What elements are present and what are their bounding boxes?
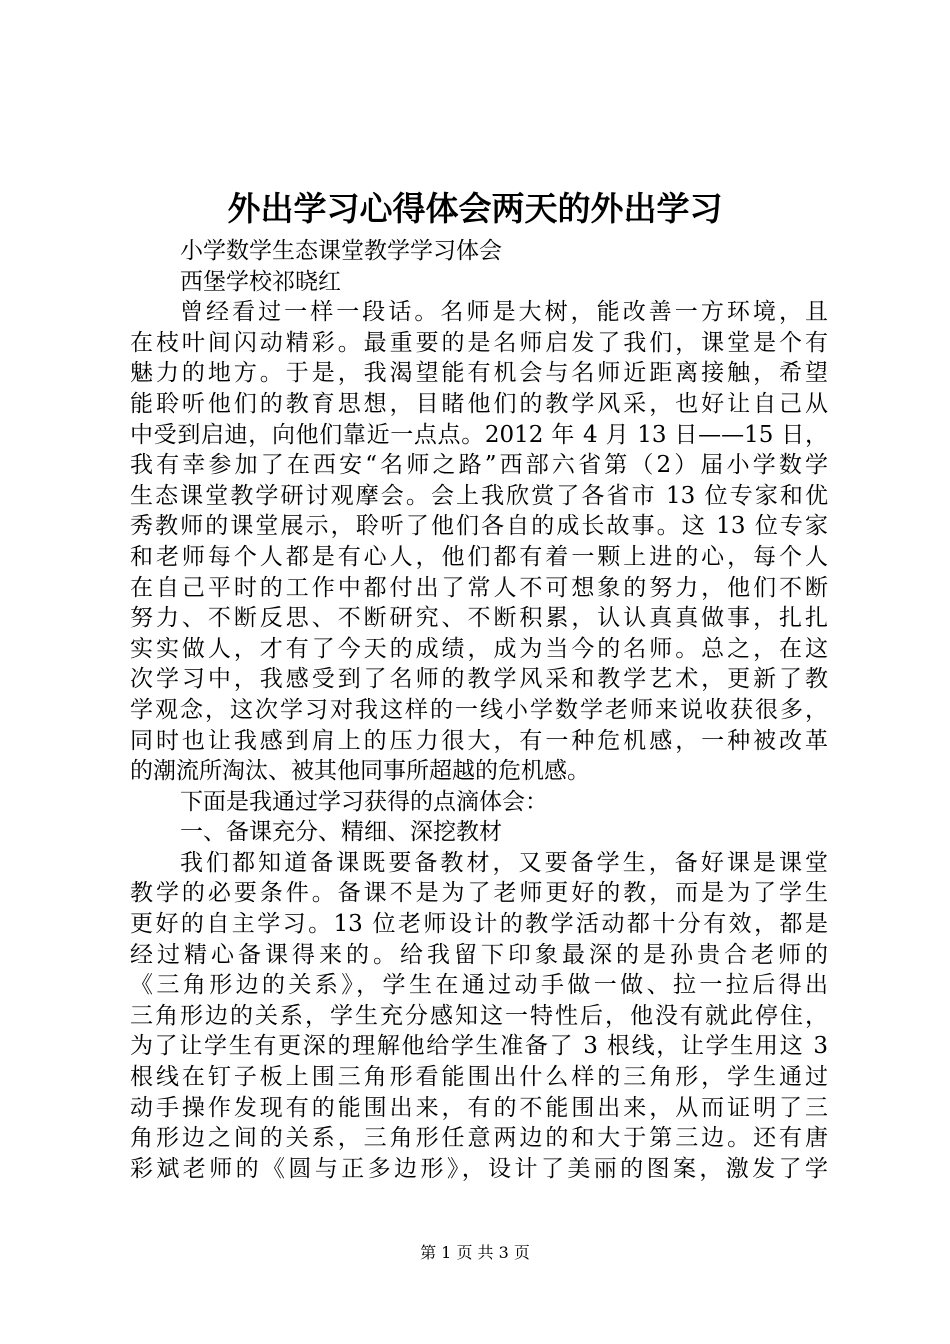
- text-line: 在枝叶间闪动精彩。最重要的是名师启发了我们，课堂是个有: [130, 329, 828, 356]
- text-line: 动手操作发现有的能围出来，有的不能围出来，从而证明了三: [130, 1094, 828, 1121]
- text-line: 秀教师的课堂展示，聆听了他们各自的成长故事。这 13 位专家: [130, 513, 828, 540]
- text-line: 为了让学生有更深的理解他给学生准备了 3 根线，让学生用这 3: [130, 1033, 828, 1060]
- text-line: 下面是我通过学习获得的点滴体会：: [180, 788, 548, 815]
- text-line: 能聆听他们的教育思想，目睹他们的教学风采，也好让自己从: [130, 390, 828, 417]
- text-line: 更好的自主学习。13 位老师设计的教学活动都十分有效，都是: [130, 911, 828, 938]
- text-line: 小学数学生态课堂教学学习体会: [180, 238, 502, 264]
- text-line: 根线在钉子板上围三角形看能围出什么样的三角形，学生通过: [130, 1064, 828, 1091]
- text-line: 和老师每个人都是有心人，他们都有着一颗上进的心，每个人: [130, 543, 828, 570]
- text-line: 三角形边的关系，学生充分感知这一特性后，他没有就此停住，: [130, 1002, 828, 1029]
- page-footer: 第 1 页 共 3 页: [420, 1243, 530, 1262]
- text-line: 角形边之间的关系，三角形任意两边的和大于第三边。还有唐: [130, 1125, 828, 1152]
- text-line: 生态课堂教学研讨观摩会。会上我欣赏了各省市 13 位专家和优: [130, 482, 828, 509]
- text-line: 曾经看过一样一段话。名师是大树，能改善一方环境，且: [180, 299, 828, 326]
- text-line: 的潮流所淘汰、被其他同事所超越的危机感。: [130, 758, 590, 785]
- paragraph: [130, 848, 828, 1185]
- text-line: 西堡学校祁晓红: [180, 268, 341, 295]
- text-line: 在自己平时的工作中都付出了常人不可想象的努力，他们不断: [130, 574, 828, 601]
- text-line: 我们都知道备课既要备教材，又要备学生，备好课是课堂: [180, 849, 828, 876]
- text-line: 次学习中，我感受到了名师的教学风采和教学艺术，更新了教: [130, 666, 828, 693]
- text-line: 努力、不断反思、不断研究、不断积累，认认真真做事，扎扎: [130, 605, 828, 632]
- text-line: 教学的必要条件。备课不是为了老师更好的教，而是为了学生: [130, 880, 828, 907]
- text-line: 中受到启迪，向他们靠近一点点。2012 年 4 月 13 日——15 日，: [130, 421, 828, 448]
- text-line: 实实做人，才有了今天的成绩，成为当今的名师。总之，在这: [130, 635, 828, 662]
- paragraph: [130, 297, 828, 787]
- text-line: 一、备课充分、精细、深挖教材: [180, 819, 502, 846]
- text-line: 《三角形边的关系》，学生在通过动手做一做、拉一拉后得出: [130, 972, 828, 999]
- text-line: 经过精心备课得来的。给我留下印象最深的是孙贵合老师的: [130, 941, 828, 968]
- text-line: 同时也让我感到肩上的压力很大，有一种危机感，一种被改革: [130, 727, 828, 754]
- paragraph: [130, 817, 828, 848]
- text-line: 魅力的地方。于是，我渴望能有机会与名师近距离接触，希望: [130, 360, 828, 387]
- text-line: 彩斌老师的《圆与正多边形》，设计了美丽的图案，激发了学: [130, 1155, 828, 1182]
- paragraph: [130, 236, 828, 267]
- document-title: 外出学习心得体会两天的外出学习: [227, 189, 723, 228]
- text-line: 学观念，这次学习对我这样的一线小学数学老师来说收获很多，: [130, 696, 828, 723]
- text-line: 我有幸参加了在西安“名师之路”西部六省第（2）届小学数学: [130, 452, 828, 479]
- paragraph: [130, 787, 828, 818]
- document-body: [130, 236, 828, 1184]
- paragraph: [130, 267, 828, 298]
